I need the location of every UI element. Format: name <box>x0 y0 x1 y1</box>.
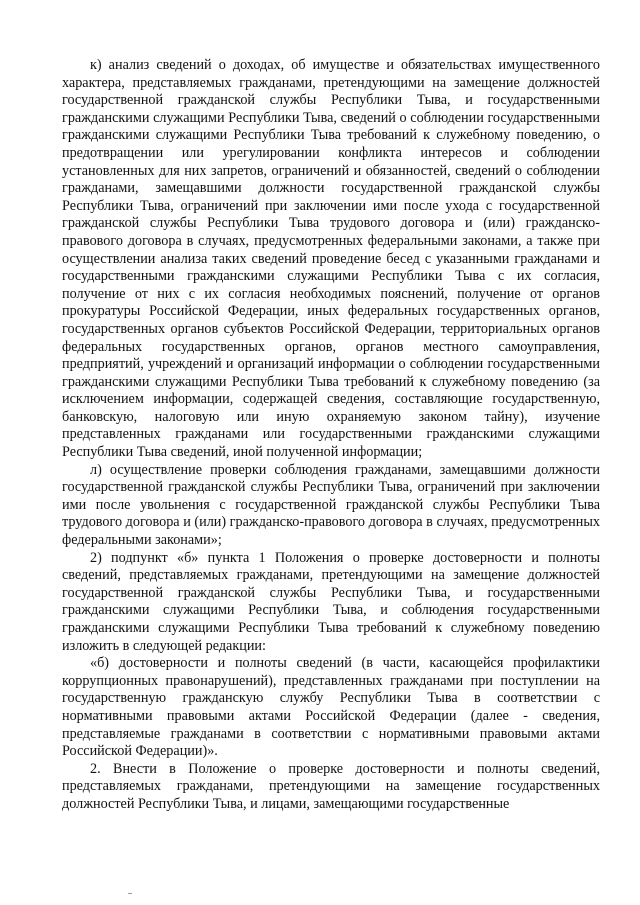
paragraph-quote-b: «б) достоверности и полноты сведений (в части, касающейся профилактики коррупционных правонарушений), представленных гражданами при поступлении на государственную гражданскую службу Республики Тыва в соответствии с нормативными правовыми актами Российской Федерации (далее - сведения, представляемые гражданами в соответствии с нормативными правовыми актами Российской Федерации)». <box>62 655 600 760</box>
scan-mark <box>128 893 132 894</box>
paragraph-l: л) осуществление проверки соблюдения гражданами, замещавшими должности государственной гражданской службы Республики Тыва, ограничений при заключении ими после увольнения с государственной гражданской службы Республики Тыва трудового договора и (или) гражданско-правового договора в случаях, предусмотренных федеральными законами»; <box>62 461 600 549</box>
document-body <box>62 57 600 814</box>
paragraph-section-2: 2. Внести в Положение о проверке достоверности и полноты сведений, представляемых гражданами, претендующими на замещение государственных должностей Республики Тыва, и лицами, замещающими государственные <box>62 760 600 812</box>
paragraph-item-2: 2) подпункт «б» пункта 1 Положения о проверке достоверности и полноты сведений, представляемых гражданами, претендующими на замещение должностей государственной гражданской службы Республики Тыва, и государственными гражданскими служащими Республики Тыва, и соблюдения государственными гражданскими служащими Республики Тыва требований к служебному поведению изложить в следующей редакции: <box>62 549 600 654</box>
paragraph-k: к) анализ сведений о доходах, об имуществе и обязательствах имущественного характера, представляемых гражданами, претендующими на замещение должностей государственной гражданской службы Республики Тыва, и государственными гражданскими служащими Республики Тыва, сведений о соблюдении государственными гражданскими служащими Республики Тыва требований к служебному поведению, о предотвращении или урегулировании конфликта интересов и соблюдении установленных для них запретов, ограничений и обязанностей, сведений о соблюдении гражданами, замещавшими должности государственной гражданской службы Республики Тыва, ограничений при заключении ими после ухода с государственной гражданской службы Республики Тыва трудового договора и (или) гражданско-правового договора в случаях, предусмотренных федеральными законами, а также при осуществлении анализа таких сведений проведение бесед с указанными гражданами и государственными гражданскими служащими Республики Тыва с их согласия, получение от них с их согласия необходимых пояснений, получение от органов прокуратуры Российской Федерации, иных федеральных государственных органов, государственных органов субъектов Российской Федерации, территориальных органов федеральных государственных органов, органов местного самоуправления, предприятий, учреждений и организаций информации о соблюдении государственными гражданскими служащими Республики Тыва требований к служебному поведению (за исключением информации, содержащей сведения, составляющие государственную, банковскую, налоговую или иную охраняемую законом тайну), изучение представленных гражданами или государственными гражданскими служащими Республики Тыва сведений, иной полученной информации; <box>62 57 600 461</box>
